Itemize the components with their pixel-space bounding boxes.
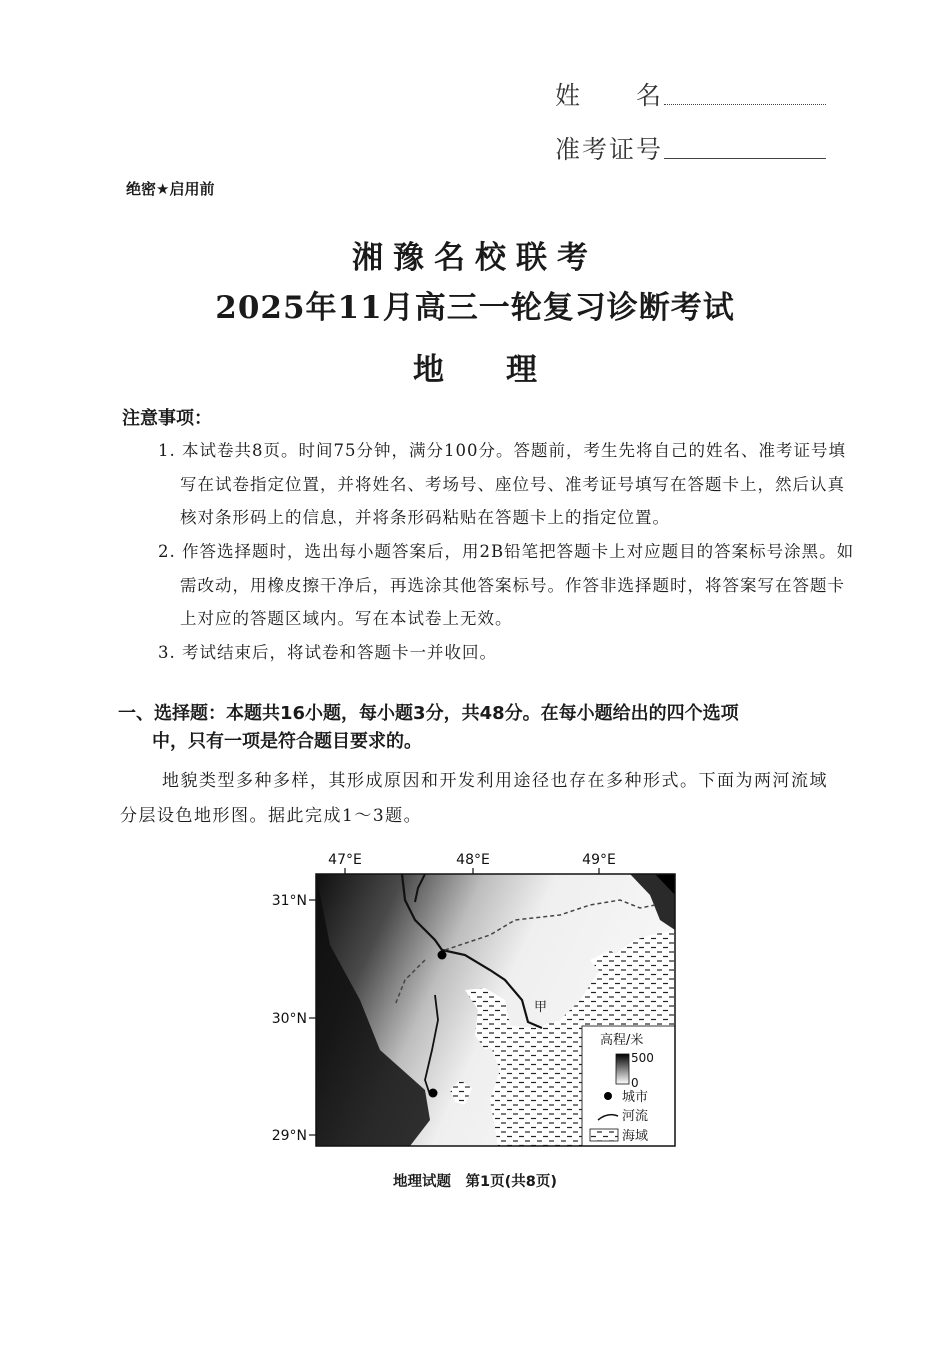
- exam-id-field-line[interactable]: [664, 158, 826, 159]
- legend-river: 河流: [622, 1109, 649, 1124]
- lon-tick-label: 47°E: [328, 852, 362, 868]
- section-heading-line1: 一、选择题：本题共16小题，每小题3分，共48分。在每小题给出的四个选项: [118, 703, 739, 724]
- name-field-line[interactable]: [664, 104, 826, 105]
- page-footer: 地理试题 第1页(共8页): [393, 1174, 557, 1190]
- lon-tick-label: 48°E: [456, 852, 490, 868]
- section-heading-line2: 中，只有一项是符合题目要求的。: [152, 731, 422, 752]
- legend-city: 城市: [622, 1090, 649, 1105]
- note-item-1: 1. 本试卷共8页。时间75分钟，满分100分。答题前，考生先将自己的姓名、准考证号填写在试卷指定位置，并将姓名、考场号、座位号、准考证号填写在答题卡上，然后认真核对条形码上的信息，并将条形码粘贴在答题卡上的指定位置。: [158, 441, 846, 527]
- lat-tick-label: 30°N: [271, 1011, 307, 1027]
- question-intro: 地貌类型多种多样，其形成原因和开发利用途径也存在多种形式。下面为两河流域分层设色地形图。据此完成1～3题。: [120, 771, 828, 826]
- legend-max: 500: [631, 1051, 654, 1065]
- exam-name-title: 2025年11月高三一轮复习诊断考试: [215, 290, 735, 326]
- confidential-mark: 绝密★启用前: [126, 180, 215, 198]
- note-item-2: 2. 作答选择题时，选出每小题答案后，用2B铅笔把答题卡上对应题目的答案标号涂黑。如需改动，用橡皮擦干净后，再选涂其他答案标号。作答非选择题时，将答案写在答题卡上对应的答题区域内。写在本试卷上无效。: [158, 542, 855, 628]
- city-marker: [438, 951, 447, 960]
- subject-title: 地 理: [413, 352, 537, 388]
- legend-min: 0: [631, 1076, 639, 1090]
- legend-sea: 海域: [622, 1129, 649, 1144]
- name-field-label: 姓 名: [555, 81, 664, 110]
- legend-city-icon: [604, 1092, 612, 1100]
- exam-id-field-label: 准考证号: [555, 135, 664, 164]
- notes-heading: 注意事项：: [122, 408, 212, 429]
- exam-organizer-title: 湘豫名校联考: [352, 240, 598, 276]
- lat-tick-label: 31°N: [271, 893, 307, 909]
- legend-title: 高程/米: [600, 1033, 644, 1048]
- elevation-scale-bar: [616, 1054, 629, 1084]
- place-label-jia: 甲: [534, 1000, 548, 1015]
- lon-tick-label: 49°E: [582, 852, 616, 868]
- lat-tick-label: 29°N: [271, 1128, 307, 1144]
- note-item-3: 3. 考试结束后，将试卷和答题卡一并收回。: [158, 643, 497, 662]
- topographic-map: [260, 850, 700, 1150]
- legend-sea-icon: [590, 1129, 618, 1141]
- city-marker: [429, 1089, 438, 1098]
